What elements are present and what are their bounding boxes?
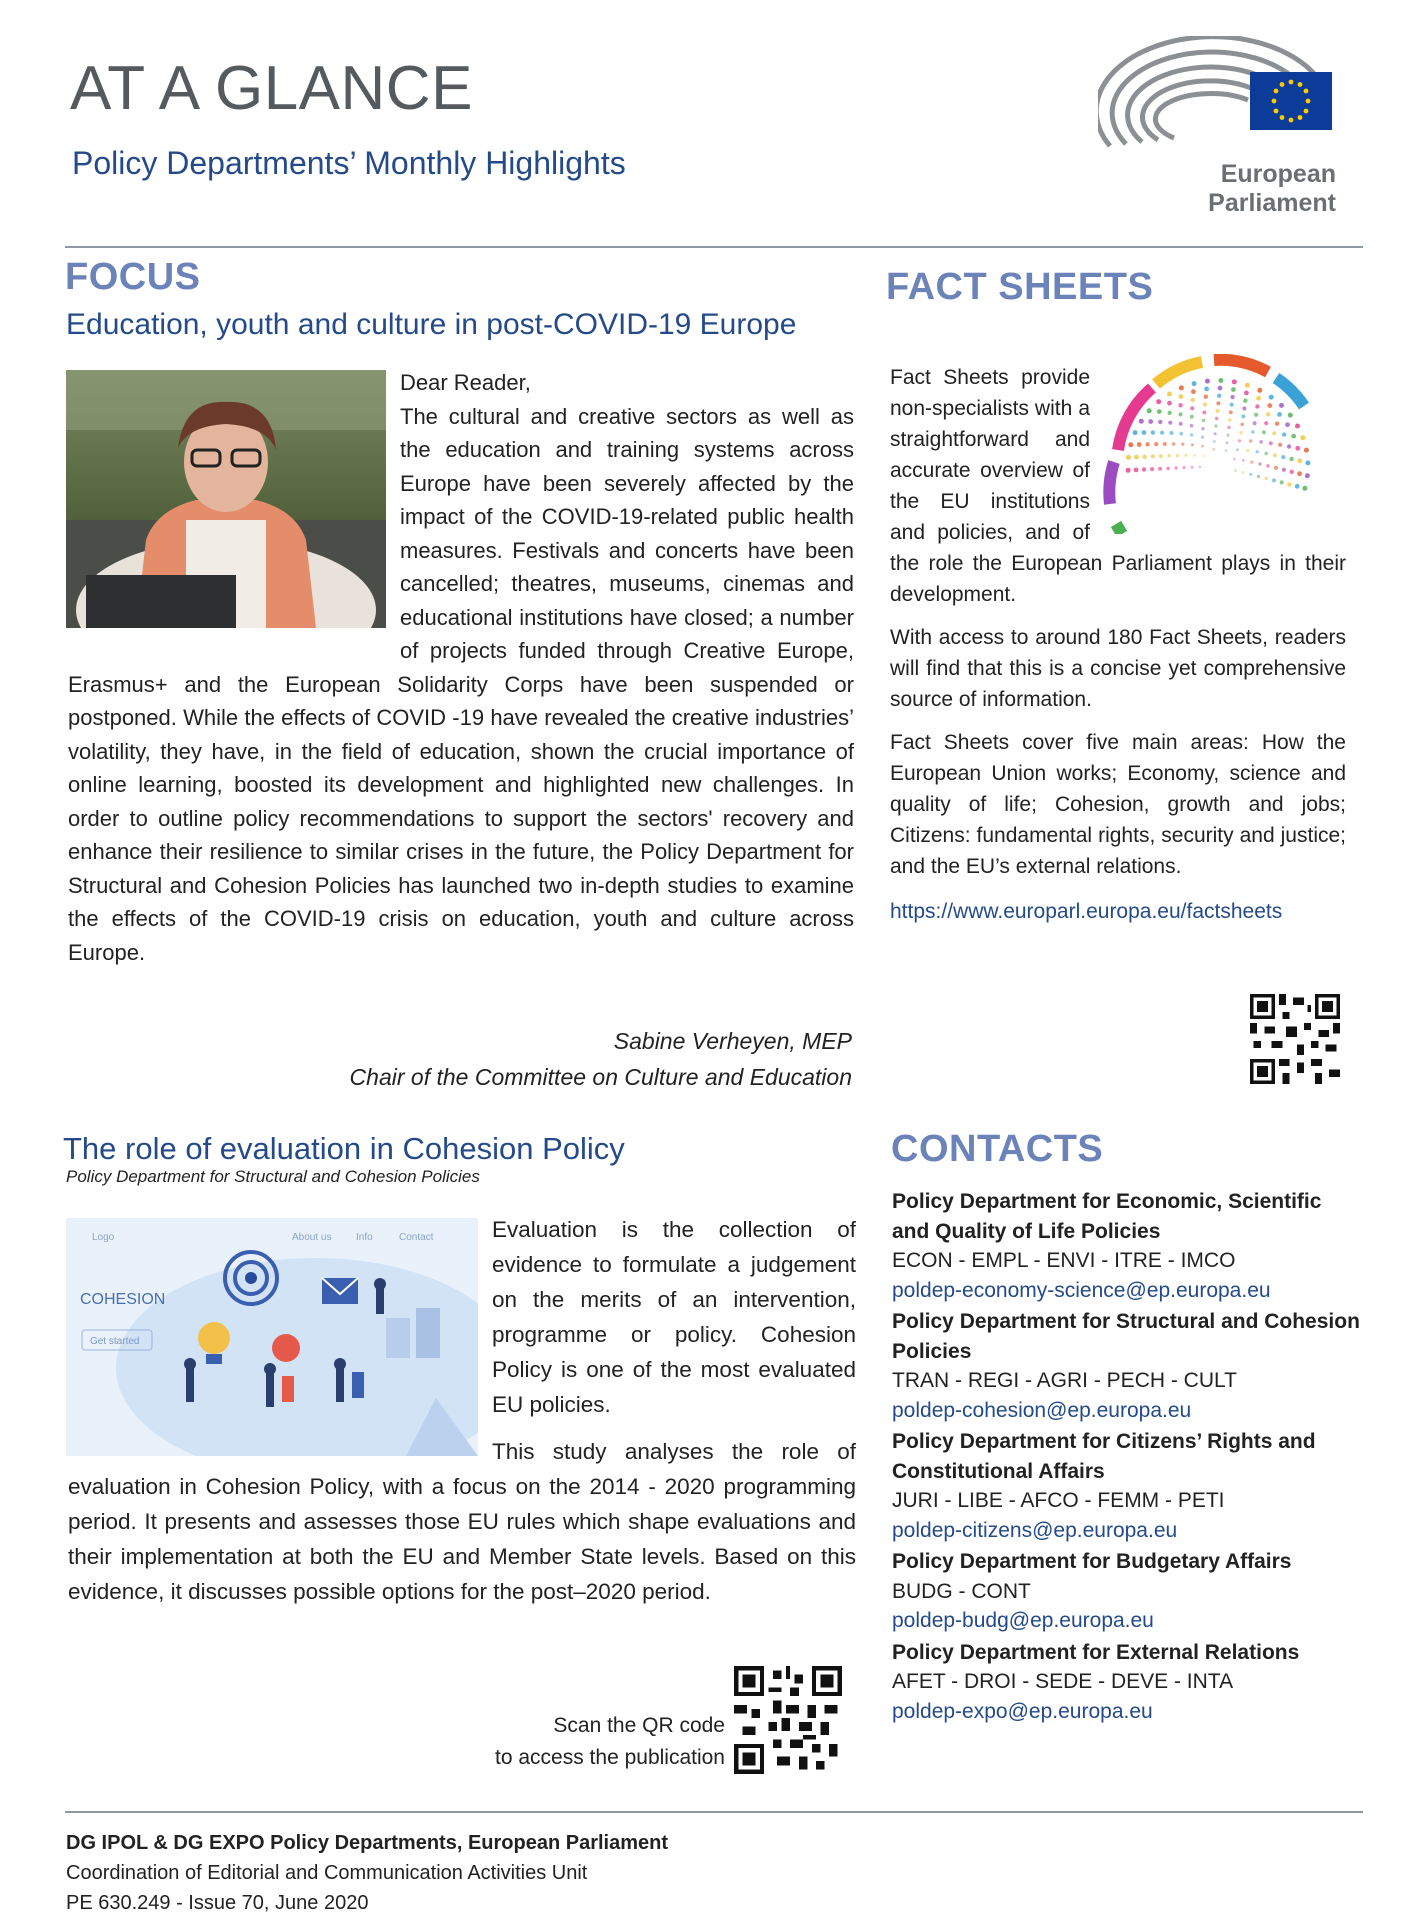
- contact-committees: JURI - LIBE - AFCO - FEMM - PETI: [892, 1489, 1225, 1512]
- contact-item: [892, 1307, 1362, 1425]
- scan-instruction: [430, 1710, 725, 1774]
- focus-heading: Education, youth and culture in post-COVID-19 Europe: [66, 308, 797, 341]
- footer-issue: PE 630.249 - Issue 70, June 2020: [66, 1892, 369, 1914]
- fact-sheets-text: [890, 362, 1346, 927]
- fact-sheets-para3: Fact Sheets cover five main areas: How the European Union works; Economy, science and quality of life; Cohesion, growth and jobs; Citizens: fundamental rights, security and justice; and the EU’s external relations.: [890, 731, 1346, 878]
- contacts-list: [892, 1187, 1362, 1726]
- bottom-divider: [65, 1811, 1363, 1813]
- contact-department: Policy Department for Citizens’ Rights and Constitutional Affairs: [892, 1430, 1316, 1483]
- page-title: AT A GLANCE: [70, 54, 473, 123]
- contact-email-link[interactable]: poldep-expo@ep.europa.eu: [892, 1699, 1153, 1723]
- footer-unit: Coordination of Editorial and Communication Activities Unit: [66, 1862, 588, 1884]
- contact-item: [892, 1427, 1362, 1545]
- signature-role: Chair of the Committee on Culture and Education: [349, 1064, 852, 1090]
- contact-department: Policy Department for Budgetary Affairs: [892, 1550, 1292, 1573]
- contact-committees: BUDG - CONT: [892, 1579, 1031, 1603]
- signature: [280, 1023, 852, 1095]
- illus-cohesion-label: COHESION: [80, 1291, 166, 1308]
- page-subtitle: Policy Departments’ Monthly Highlights: [72, 145, 626, 181]
- focus-section-title: FOCUS: [65, 256, 201, 298]
- fact-sheets-para1: Fact Sheets provide non-specialists with a straightforward and accurate overview of the EU institutions and policies, and of the role the European Parliament plays in their development.: [890, 366, 1346, 606]
- scan-line1: Scan the QR code: [553, 1714, 725, 1737]
- greeting: Dear Reader,: [400, 370, 531, 395]
- contact-committees: AFET - DROI - SEDE - DEVE - INTA: [892, 1670, 1234, 1693]
- illus-get-started: Get started: [90, 1336, 140, 1347]
- illus-logo-text: Logo: [92, 1232, 115, 1243]
- contact-department: Policy Department for Structural and Cohesion Policies: [892, 1310, 1360, 1363]
- fact-sheets-para2: With access to around 180 Fact Sheets, readers will find that this is a concise yet comprehensive source of information.: [890, 626, 1346, 711]
- fact-sheets-link[interactable]: https://www.europarl.europa.eu/factsheets: [890, 900, 1283, 923]
- footer-publisher: DG IPOL & DG EXPO Policy Departments, European Parliament: [66, 1832, 669, 1854]
- fact-sheets-qr-code[interactable]: [1250, 994, 1340, 1084]
- top-divider: [65, 246, 1363, 248]
- contacts-section-title: CONTACTS: [891, 1128, 1104, 1170]
- contact-department: Policy Department for Economic, Scientific and Quality of Life Policies: [892, 1190, 1322, 1243]
- illustration-spacer: [68, 1212, 492, 1462]
- evaluation-heading: The role of evaluation in Cohesion Policy: [63, 1131, 625, 1166]
- illus-nav-about: About us: [292, 1232, 332, 1243]
- contact-email-link[interactable]: poldep-cohesion@ep.europa.eu: [892, 1398, 1192, 1422]
- illus-nav-info: Info: [356, 1232, 373, 1243]
- publication-qr-code[interactable]: [734, 1666, 842, 1774]
- focus-letter: [68, 366, 854, 969]
- photo-spacer: [68, 366, 400, 638]
- evaluation-para2: This study analyses the role of evaluation in Cohesion Policy, with a focus on the 2014 - 2020 programming period. It presents and assesses those EU rules which shape evaluations and their implementation at both the EU and Member State levels. Based on this evidence, it discusses possible options for the post–2020 period.: [68, 1439, 856, 1604]
- footer: [66, 1828, 668, 1918]
- logo-wordmark: European Parliament: [1208, 160, 1336, 217]
- contact-item: [892, 1547, 1362, 1636]
- contact-committees: ECON - EMPL - ENVI - ITRE - IMCO: [892, 1249, 1236, 1272]
- scan-line2: to access the publication: [495, 1746, 725, 1769]
- contact-email-link[interactable]: poldep-citizens@ep.europa.eu: [892, 1518, 1178, 1542]
- fact-sheets-section-title: FACT SHEETS: [886, 266, 1154, 308]
- contact-email-link[interactable]: poldep-economy-science@ep.europa.eu: [892, 1278, 1271, 1302]
- contact-email-link[interactable]: poldep-budg@ep.europa.eu: [892, 1609, 1154, 1632]
- contact-committees: TRAN - REGI - AGRI - PECH - CULT: [892, 1369, 1237, 1392]
- contact-item: [892, 1187, 1362, 1305]
- illus-nav-contact: Contact: [399, 1232, 434, 1243]
- contact-department: Policy Department for External Relations: [892, 1640, 1300, 1664]
- evaluation-para1: Evaluation is the collection of evidence to formulate a judgement on the merits of an intervention, programme or policy. Cohesion Policy is one of the most evaluated EU policies.: [492, 1217, 856, 1417]
- wheel-spacer: [1090, 362, 1346, 540]
- signature-name: Sabine Verheyen, MEP: [613, 1028, 852, 1054]
- focus-body-text: The cultural and creative sectors as well as the education and training systems across Europe have been severely affected by the impact of the COVID-19-related public health measures. Festivals and concerts have been cancelled; theatres, museums, cinemas and educational institutions have closed; a number of projects funded through Creative Europe, Erasmus+ and the European Solidarity Corps have been suspended or postponed. While the effects of COVID -19 have revealed the creative industries’ volatility, they have, in the field of education, shown the crucial importance of online learning, boosted its development and highlighted new challenges. In order to outline policy recommendations to support the sectors' recovery and enhance their resilience to similar crises in the future, the Policy Department for Structural and Cohesion Policies has launched two in-depth studies to examine the effects of the COVID-19 crisis on education, youth and culture across Europe.: [68, 403, 854, 965]
- contact-item: [892, 1638, 1362, 1727]
- evaluation-subheading: Policy Department for Structural and Cohesion Policies: [66, 1167, 480, 1186]
- evaluation-text: [68, 1212, 856, 1609]
